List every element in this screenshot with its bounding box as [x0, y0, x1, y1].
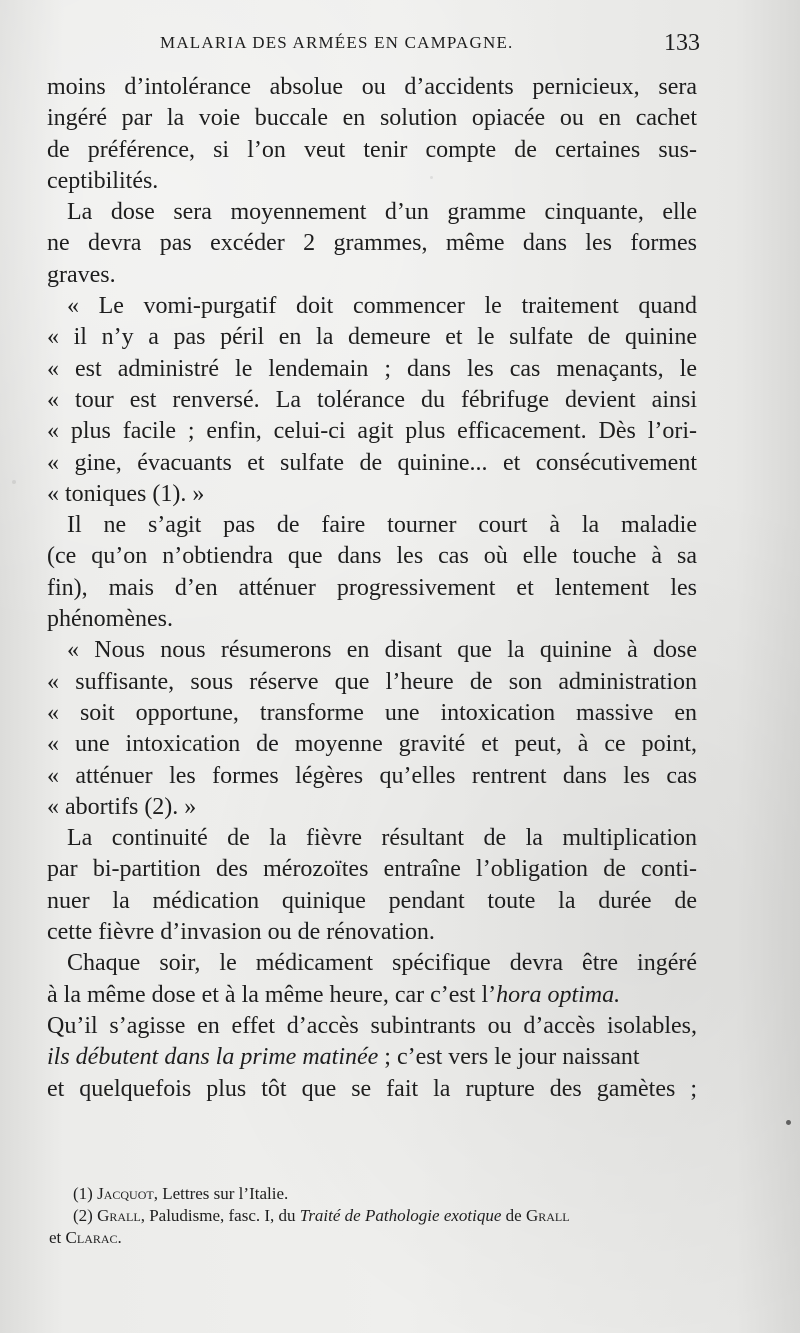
footnote-2-title: Traité de Pathologie exotique	[299, 1206, 502, 1225]
ink-speck	[430, 176, 433, 179]
ink-speck	[12, 480, 16, 484]
body-line: moins d’intolérance absolue ou d’accidents pernicieux, sera	[47, 74, 697, 100]
page-number: 133	[664, 30, 700, 56]
body-line-end: ; c’est vers le jour naissant	[378, 1044, 640, 1071]
body-text	[47, 72, 697, 1105]
footnote-2-continuation	[49, 1227, 698, 1249]
body-line: « suffisante, sous réserve que l’heure de son administration	[47, 668, 697, 695]
footnote-2-author2: Grall	[525, 1206, 570, 1225]
body-line: par bi-partition des mérozoïtes entraîne l’obligation de conti-	[47, 856, 697, 883]
body-line: « il n’y a pas péril en la demeure et le sulfate de quinine	[47, 324, 697, 351]
body-line: « est administré le lendemain ; dans les cas menaçants, le	[47, 355, 697, 382]
footnote-2-cont-end: .	[117, 1228, 122, 1247]
footnotes	[49, 1183, 698, 1249]
body-line: ne devra pas excéder 2 grammes, même dans les formes	[47, 230, 697, 257]
body-line: « une intoxication de moyenne gravité et peut, à ce point,	[47, 731, 697, 758]
body-line: cette fièvre d’invasion ou de rénovation.	[47, 919, 435, 946]
body-line: ingéré par la voie buccale en solution opiacée ou en cachet	[47, 105, 697, 132]
body-line: de préférence, si l’on veut tenir compte de certaines sus-	[47, 136, 697, 163]
footnote-2-author3: Clarac	[65, 1228, 118, 1247]
footnote-1	[73, 1183, 698, 1205]
body-line	[47, 980, 697, 1011]
body-line: « toniques (1). »	[47, 480, 205, 507]
footnote-2-text-b: de	[501, 1206, 526, 1225]
body-line: nuer la médication quinique pendant toute la durée de	[47, 887, 697, 914]
body-line-start: à la même dose et à la même heure, car c’est l’	[47, 981, 497, 1008]
footnote-2-number: (2)	[73, 1206, 93, 1225]
body-line: Chaque soir, le médicament spécifique devra être ingéré	[67, 950, 697, 977]
footnote-2-author: Grall	[97, 1206, 141, 1225]
body-line: « gine, évacuants et sulfate de quinine... et consécutivement	[47, 449, 697, 476]
italic-ils-debutent: ils débutent dans la prime matinée	[47, 1044, 379, 1071]
body-line: Il ne s’agit pas de faire tourner court à la maladie	[67, 512, 697, 539]
footnote-1-text: , Lettres sur l’Italie.	[153, 1184, 289, 1203]
footnote-2-text: , Paludisme, fasc. I, du	[140, 1206, 300, 1225]
body-line: La continuité de la fièvre résultant de la multiplication	[67, 825, 697, 852]
italic-hora-optima: hora optima.	[496, 981, 621, 1008]
footnote-1-number: (1)	[73, 1184, 93, 1203]
body-line: « atténuer les formes légères qu’elles rentrent dans les cas	[47, 762, 697, 789]
body-line: et quelquefois plus tôt que se fait la rupture des gamètes ;	[47, 1075, 697, 1102]
body-line	[47, 1042, 697, 1073]
body-line: « tour est renversé. La tolérance du fébrifuge devient ainsi	[47, 386, 697, 413]
body-line: Qu’il s’agisse en effet d’accès subintrants ou d’accès isolables,	[47, 1012, 697, 1039]
body-line: fin), mais d’en atténuer progressivement et lentement les	[47, 574, 697, 601]
body-line: phénomènes.	[47, 606, 173, 633]
body-line: « soit opportune, transforme une intoxication massive en	[47, 699, 697, 726]
page-header	[160, 30, 700, 63]
body-line: « Le vomi-purgatif doit commencer le traitement quand	[67, 293, 697, 320]
ink-speck	[786, 1120, 791, 1125]
body-line: (ce qu’on n’obtiendra que dans les cas où elle touche à sa	[47, 543, 697, 570]
body-line: La dose sera moyennement d’un gramme cinquante, elle	[67, 199, 697, 226]
body-line: ceptibilités.	[47, 167, 159, 194]
footnote-2	[73, 1205, 698, 1227]
body-line: graves.	[47, 261, 116, 288]
footnote-2-cont-text: et	[49, 1228, 66, 1247]
body-line: « plus facile ; enfin, celui-ci agit plus efficacement. Dès l’ori-	[47, 418, 697, 445]
body-line: « abortifs (2). »	[47, 793, 197, 820]
running-head: MALARIA DES ARMÉES EN CAMPAGNE.	[160, 33, 514, 52]
body-line: « Nous nous résumerons en disant que la quinine à dose	[67, 637, 697, 664]
footnote-1-author: Jacquot	[97, 1184, 154, 1203]
